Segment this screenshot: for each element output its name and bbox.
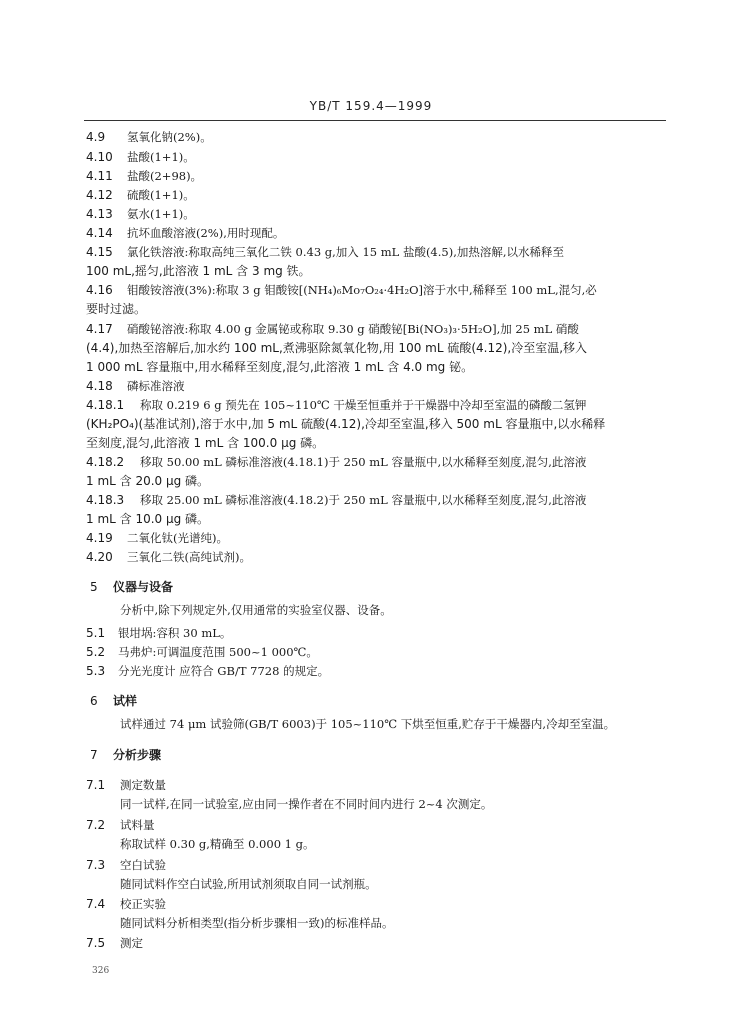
header-rule [84,120,666,121]
document-page: YB/T 159.4—1999 4.9 氢氧化钠(2%)。 4.10 盐酸(1+1)。 4.11 盐酸(2+98)。 4.12 硫酸(1+1)。 4.13 氨水(1+1)。 4.14 抗坏血酸溶液(2%),用时现配。 4.15 氯化铁溶液:称取高纯三氧化二铁 0.43 g,加入 15 mL 盐酸(4.5),加热溶解,以水稀释至 100 mL,摇匀,此溶液 1 mL 含 3 mg 铁。 4.16 钼酸铵溶液(3%):称取 3 g 钼酸铵[(NH₄)₆Mo₇O₂₄·4H₂O]溶于水中,稀释至 100 mL,混匀,必 要时过滤。 4.17 硝酸铋溶液:称取 4.00 g 金属铋或称取 9.30 g 硝酸铋[Bi(NO₃)₃·5H₂O],加 25 mL 硝酸 (4.4),加热至溶解后,加水约 100 mL,煮沸驱除氮氧化物,用 100 mL 硫酸(4.12),冷至室温,移入 1 000 mL 容量瓶中,用水稀释至刻度,混匀,此溶液 1 mL 含 4.0 mg 铋。 4.18 磷标准溶液 4.18.1 称取 0.219 6 g 预先在 105~110℃ 干燥至恒重并于干燥器中冷却至室温的磷酸二氢钾 (KH₂PO₄)(基准试剂),溶于水中,加 5 mL 硫酸(4.12),冷却至室温,移入 500 mL 容量瓶中,以水稀释 至刻度,混匀,此溶液 1 mL 含 100.0 μg 磷。 4.18.2 移取 50.00 mL 磷标准溶液(4.18.1)于 250 mL 容量瓶中,以水稀释至刻度,混匀,此溶液 1 mL 含 20.0 μg 磷。 4.18.3 移取 25.00 mL 磷标准溶液(4.18.2)于 250 mL 容量瓶中,以水稀释至刻度,混匀,此溶液 1 mL 含 10.0 μg 磷。 4.19 二氧化钛(光谱纯)。 4.20 三氧化二铁(高纯试剂)。 5 仪器与设备 分析中,除下列规定外,仅用通常的实验室仪器、设备。 5.1 银坩埚:容积 30 mL。 5.2 马弗炉:可调温度范围 500~1 000℃。 5.3 分光光度计 应符合 GB/T 7728 的规定。 6 试样 试样通过 74 μm 试验筛(GB/T 6003)于 105~110℃ 下烘至恒重,贮存于干燥器内,冷却至室温。 7 分析步骤 7.1 测定数量 同一试样,在同一试验室,应由同一操作者在不同时间内进行 2~4 次测定。 7.2 试料量 称取试样 0.30 g,精确至 0.000 1 g。 7.3 空白试验 随同试料作空白试验,所用试剂须取自同一试剂瓶。 7.4 校正实验 随同试料分析相类型(指分析步骤相一致)的标准样品。 7.5 测定 326 [0,0,742,1024]
standard-header: YB/T 159.4—1999 [309,99,433,113]
page-number: 326 [92,966,110,976]
